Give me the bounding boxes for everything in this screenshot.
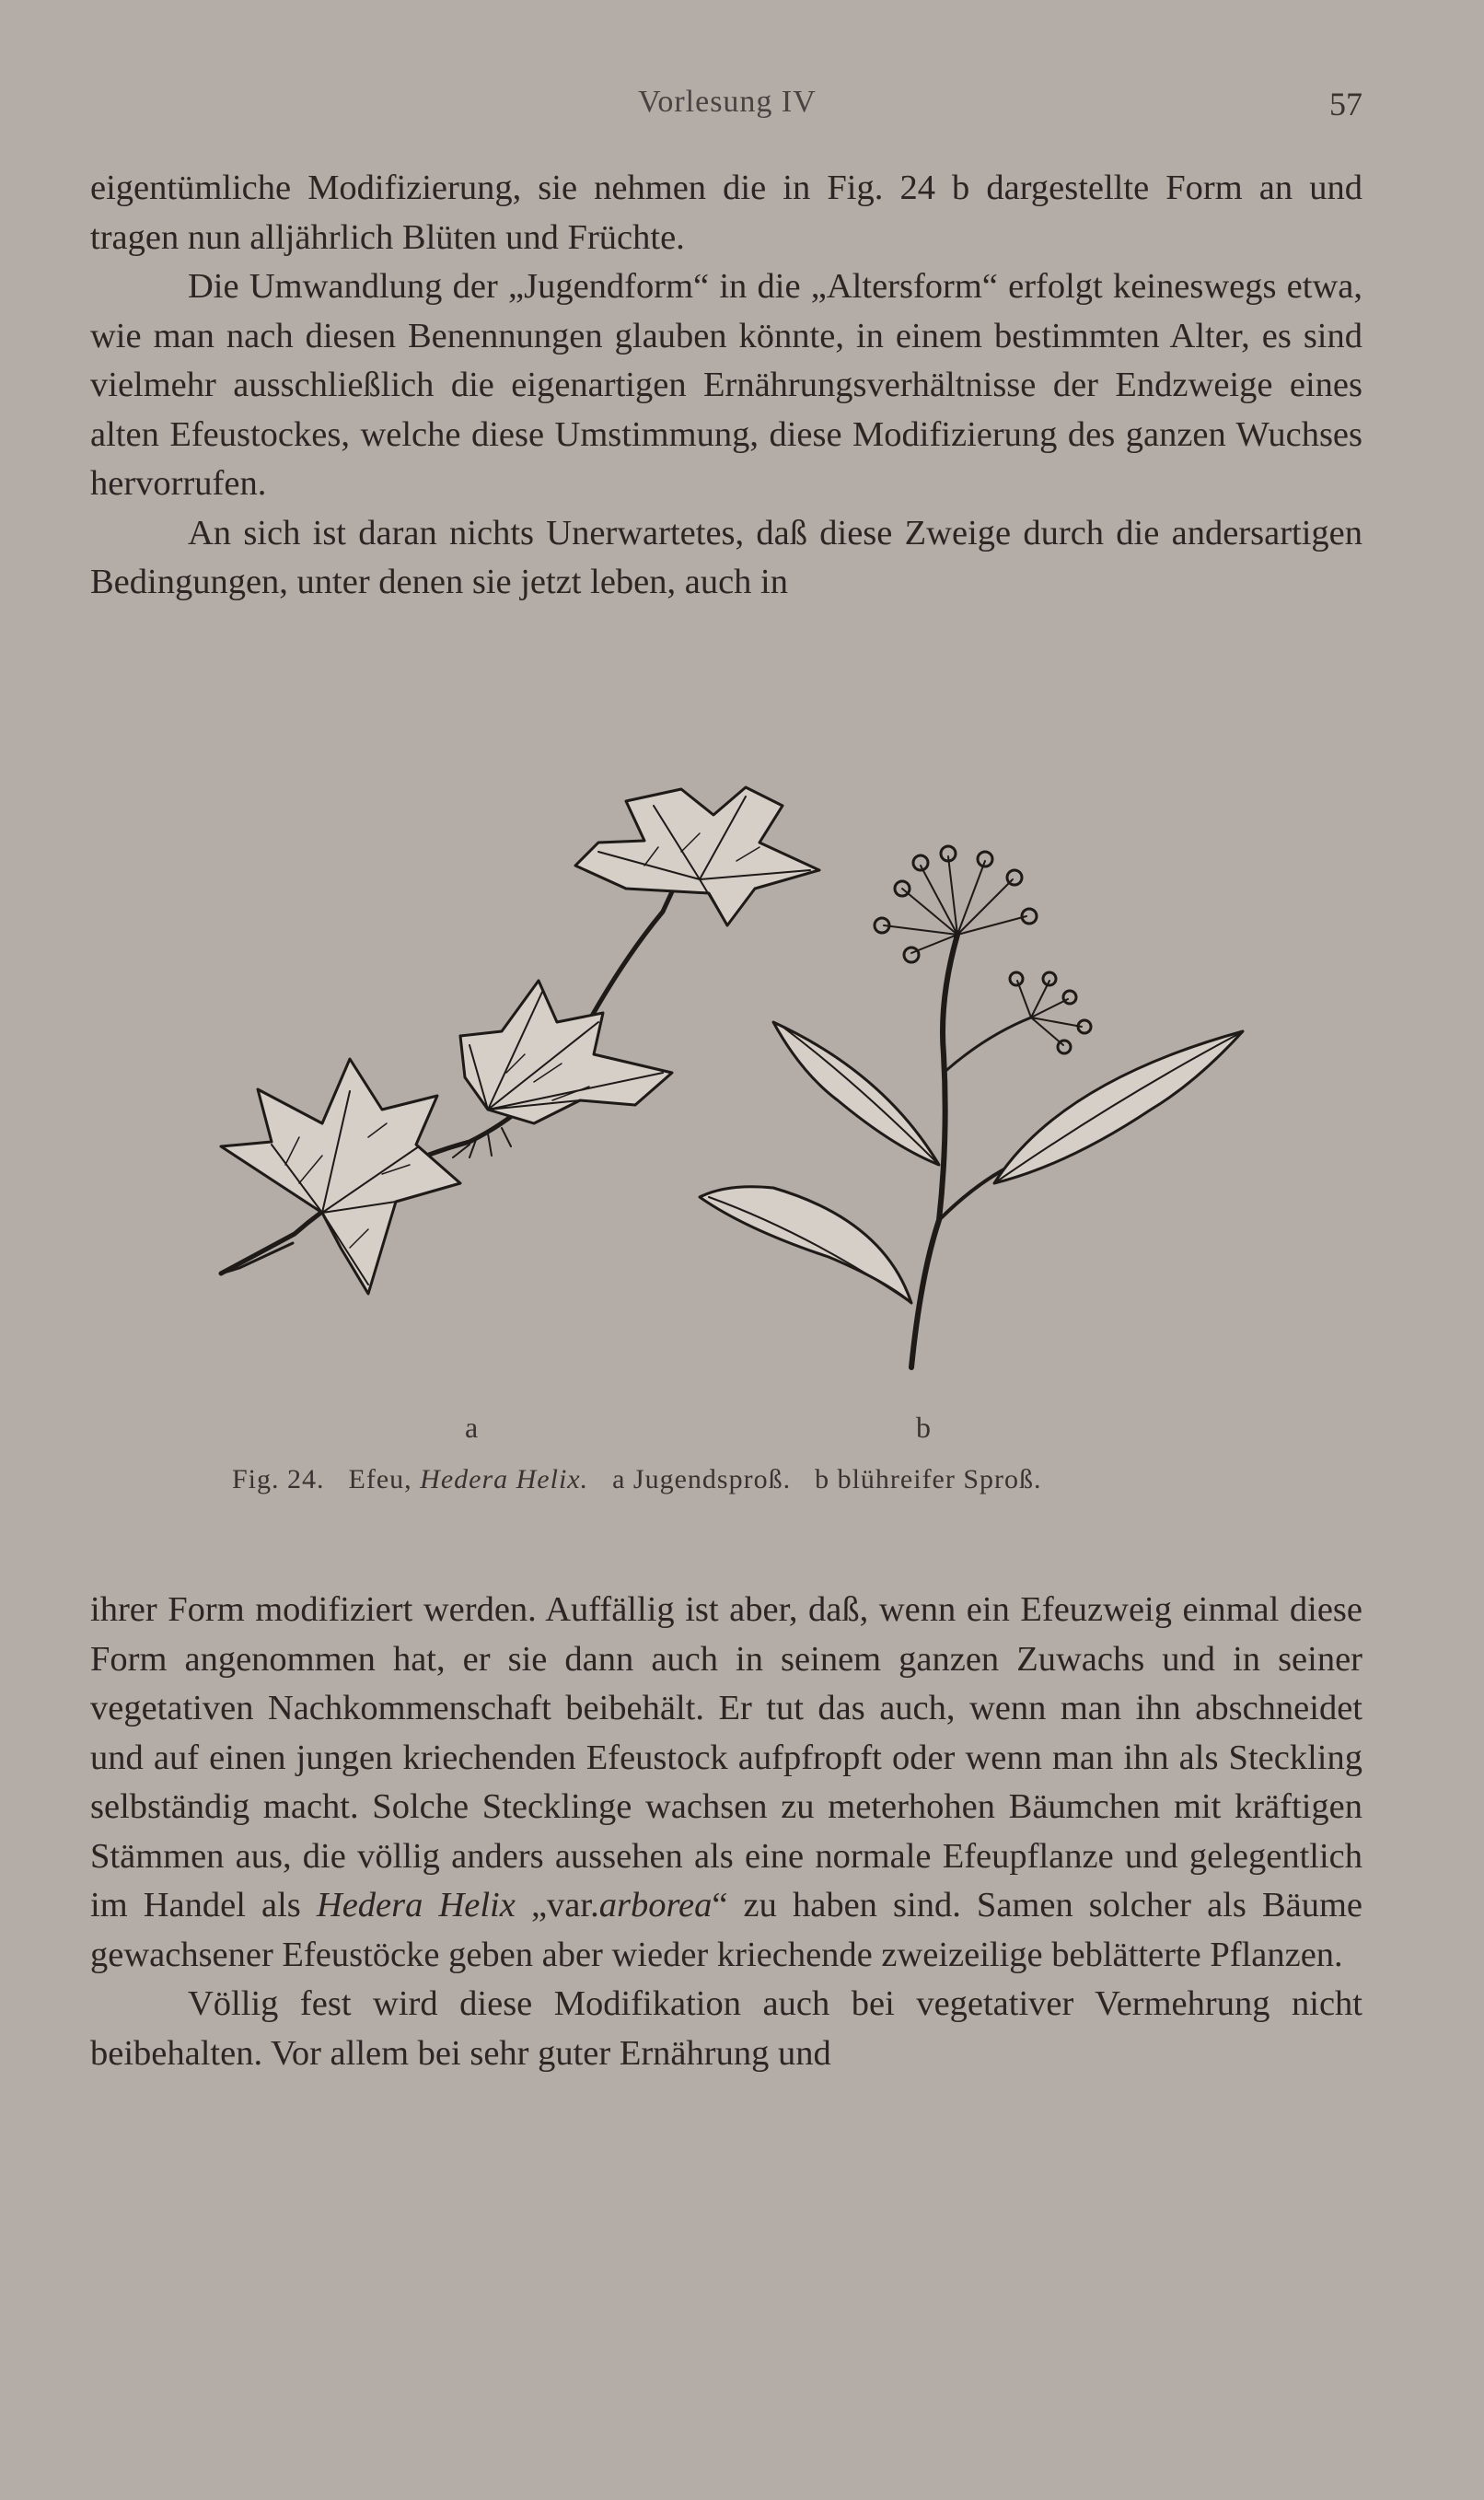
- latin-name: Hedera Helix: [316, 1886, 516, 1924]
- paragraph-text: ihrer Form modifiziert werden. Auffällig ist aber, daß, wenn ein Efeuzweig einmal diese Form angenommen hat, er sie dann auch in seinem ganzen Zuwachs und in seiner vegetativen Nachkommenschaft beibehält. Er tut das auch, wenn man ihn abschneidet und auf einen jungen kriechenden Efeustock aufpfropft oder wenn man ihn als Steckling selbständig macht. Solche Stecklinge wachsen zu meterhohen Bäumchen mit kräftigen Stämmen aus, die völlig anders aussehen als eine normale Efeupflanze und gelegentlich im Handel als: [90, 1590, 1362, 1924]
- text-block-bottom: [90, 1586, 1362, 2078]
- page-number: 57: [1329, 86, 1362, 122]
- caption-part-b: b blühreifer Sproß.: [815, 1464, 1042, 1494]
- juvenile-shoot-drawing: [221, 787, 819, 1294]
- flowering-shoot-drawing: [700, 846, 1243, 1367]
- figure-caption: [232, 1464, 1263, 1495]
- text-block-top: [90, 164, 1362, 608]
- figure-label-a: a: [465, 1411, 479, 1444]
- ivy-illustration: [184, 704, 1289, 1404]
- paragraph: An sich ist daran nichts Unerwartetes, daß diese Zweige durch die andersartigen Bedingungen, unter denen sie jetzt leben, auch in: [90, 513, 1362, 601]
- caption-latin-name: Hedera Helix.: [420, 1464, 589, 1494]
- paragraph: [90, 1586, 1362, 1980]
- paragraph: Völlig fest wird diese Modifikation auch bei vegetativer Vermehrung nicht beibehalten. Vor allem bei sehr guter Ernährung und: [90, 1984, 1362, 2073]
- paragraph: eigentümliche Modifizierung, sie nehmen die in Fig. 24 b dargestellte Form an und tragen nun alljährlich Blüten und Früchte.: [90, 169, 1362, 257]
- figure-label-b: b: [916, 1411, 931, 1444]
- ivy-drawing: [184, 704, 1289, 1404]
- paragraph: Die Umwandlung der „Jugendform“ in die „Altersform“ erfolgt keineswegs etwa, wie man nach diesen Benennungen glauben könnte, in einem bestimmten Alter, es sind vielmehr ausschließlich die eigenartigen Ernährungsverhältnisse der Endzweige eines alten Efeustockes, welche diese Umstimmung, diese Modifizierung des ganzen Wuchses hervorrufen.: [90, 267, 1362, 503]
- variety-name: arborea: [598, 1886, 713, 1924]
- caption-part-a: a Jugendsproß.: [612, 1464, 792, 1494]
- caption-common-name: Efeu,: [348, 1464, 412, 1494]
- paragraph-text: “ zu haben sind. Samen solcher als Bäume gewachsener Efeustöcke geben aber wieder kriechende zweizeilige beblätterte Pflanzen.: [90, 1886, 1363, 1974]
- paragraph-text: „var.: [530, 1886, 599, 1924]
- running-head: Vorlesung IV: [638, 85, 817, 119]
- page-header: [92, 85, 1362, 125]
- caption-figure-number: Fig. 24.: [232, 1464, 325, 1494]
